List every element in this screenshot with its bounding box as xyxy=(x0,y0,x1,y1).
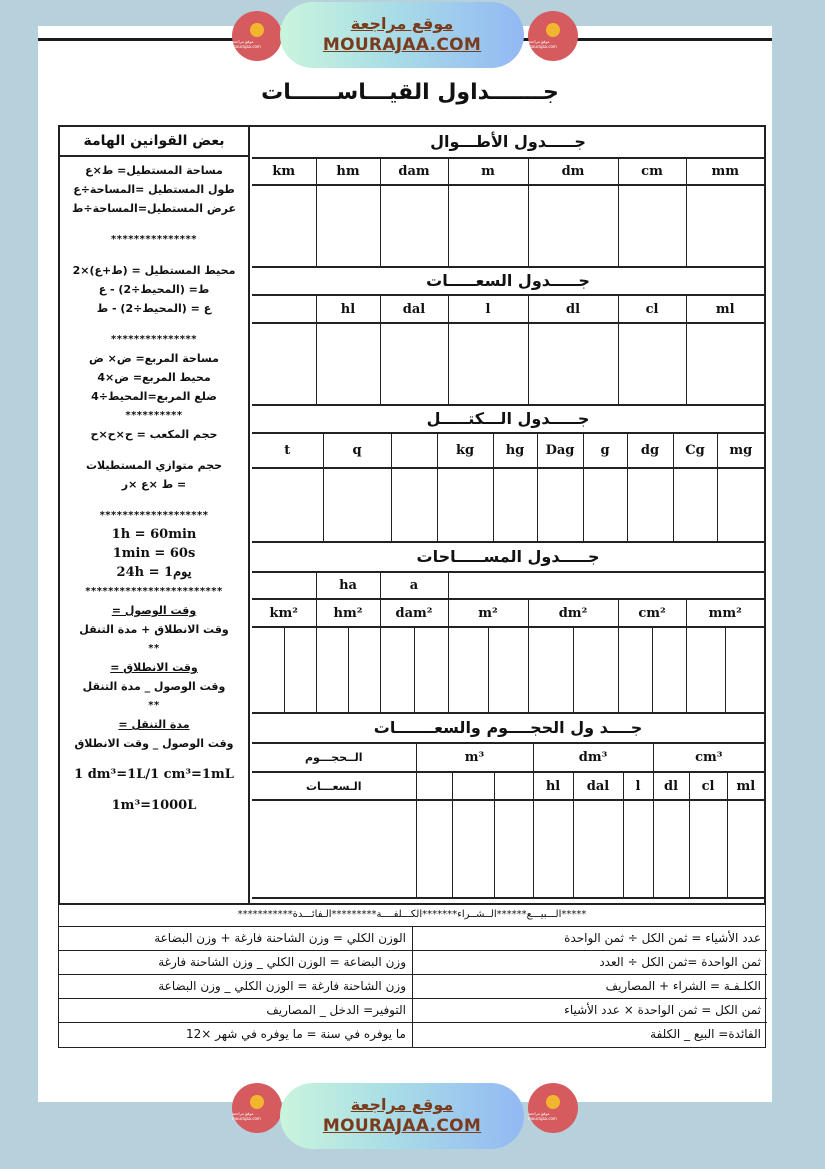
spacer xyxy=(60,218,248,230)
empty-cell[interactable] xyxy=(323,468,391,542)
unit-ml: ml xyxy=(727,772,764,800)
unit-cl: cl xyxy=(618,296,686,323)
badge-text: موقع مراجعة mourajaa.com xyxy=(232,39,261,49)
volumes-table-title: جــــد ول الحجــــوم والسعـــــــات xyxy=(252,714,764,744)
empty-cell[interactable] xyxy=(686,627,764,713)
unit-blank xyxy=(391,434,437,468)
star-divider: ************************ xyxy=(85,586,223,597)
law-line: طول المستطيل =المساحة÷ع xyxy=(73,183,235,196)
unit-dag: Dag xyxy=(537,434,583,468)
star-divider: ******************* xyxy=(99,510,209,521)
star-divider: ** xyxy=(148,643,160,654)
unit-mg: mg xyxy=(717,434,764,468)
unit-kg: kg xyxy=(437,434,493,468)
empty-cell[interactable] xyxy=(537,468,583,542)
empty-cell[interactable] xyxy=(717,468,764,542)
law-line: 1 dm³=1L/1 cm³=1mL xyxy=(74,767,234,782)
law-line: مساحة المستطيل= ط×ع xyxy=(85,164,223,177)
empty-cell[interactable] xyxy=(380,627,448,713)
empty-cell[interactable] xyxy=(528,185,618,267)
unit-dm: dm xyxy=(528,159,618,185)
star-divider: *************** xyxy=(111,334,197,345)
unit-cl: cl xyxy=(689,772,727,800)
unit-blank xyxy=(416,772,452,800)
law-line: محيط المستطيل = (ط+ع)×2 xyxy=(72,264,236,277)
unit-dal: dal xyxy=(573,772,623,800)
empty-cell[interactable] xyxy=(689,800,727,898)
empty-cell[interactable] xyxy=(448,323,528,405)
capacities-table xyxy=(252,296,764,406)
banner-arabic: موقع مراجعة xyxy=(350,14,454,33)
empty-cell[interactable] xyxy=(627,468,673,542)
unit-dam: dam xyxy=(380,159,448,185)
spacer xyxy=(60,753,248,765)
star-divider: ** xyxy=(148,700,160,711)
banner-latin: MOURAJAA.COM xyxy=(322,35,482,55)
empty-cell[interactable] xyxy=(437,468,493,542)
star-divider: *************** xyxy=(111,234,197,245)
empty-cell[interactable] xyxy=(452,800,494,898)
law-line: وقت الوصول = xyxy=(111,604,197,617)
empty-cell[interactable] xyxy=(686,323,764,405)
unit-cg: Cg xyxy=(673,434,717,468)
site-logo-badge-left[interactable] xyxy=(232,11,282,61)
laws-column xyxy=(60,127,250,903)
unit-g: g xyxy=(583,434,627,468)
commerce-formulas-table xyxy=(58,927,766,1048)
empty-cell[interactable] xyxy=(583,468,627,542)
areas-table-title: جـــــدول المســـــاحات xyxy=(252,543,764,573)
measurement-tables-frame xyxy=(58,125,766,905)
unit-m3: m³ xyxy=(416,744,533,772)
law-line: وقت الوصول _ وقت الانطلاق xyxy=(74,737,234,750)
book-coin-icon xyxy=(546,1095,560,1109)
law-line: 1h = 60min xyxy=(111,527,197,542)
unit-blank xyxy=(252,573,316,599)
empty-cell[interactable] xyxy=(316,323,380,405)
empty-cell[interactable] xyxy=(618,323,686,405)
badge-text: موقع مراجعة mourajaa.com xyxy=(528,39,557,49)
formula-right-2: الكلـفـة = الشراء + المصاريف xyxy=(413,975,767,999)
unit-q: q xyxy=(323,434,391,468)
unit-dl: dl xyxy=(653,772,689,800)
empty-cell[interactable] xyxy=(493,468,537,542)
unit-a: a xyxy=(380,573,448,599)
law-line: حجم المكعب = ح×ح×ح xyxy=(90,428,218,441)
unit-hm2: hm² xyxy=(316,599,380,627)
empty-cell[interactable] xyxy=(494,800,533,898)
unit-cm: cm xyxy=(618,159,686,185)
spacer xyxy=(60,494,248,506)
unit-cm2: cm² xyxy=(618,599,686,627)
badge-text: موقع مراجعة mourajaa.com xyxy=(528,1111,557,1121)
empty-cell[interactable] xyxy=(252,468,323,542)
formula-left-1: وزن البضاعة = الوزن الكلي _ وزن الشاحنة فارغة xyxy=(59,951,413,975)
capacities-label: الـسعـــات xyxy=(252,772,416,800)
empty-cell[interactable] xyxy=(316,185,380,267)
empty-cell[interactable] xyxy=(448,185,528,267)
law-line: ع = (المحيط÷2) - ط xyxy=(96,302,212,315)
unit-l: l xyxy=(448,296,528,323)
site-logo-badge-right[interactable] xyxy=(528,11,578,61)
star-divider: ********** xyxy=(125,410,183,421)
spacer xyxy=(60,249,248,261)
unit-dm3: dm³ xyxy=(533,744,653,772)
unit-km2: km² xyxy=(252,599,316,627)
empty-cell[interactable] xyxy=(573,800,623,898)
lengths-table-title: جـــــدول الأطـــوال xyxy=(252,127,764,159)
unit-hg: hg xyxy=(493,434,537,468)
empty-cell[interactable] xyxy=(686,185,764,267)
laws-list xyxy=(60,157,248,815)
formula-left-4: ما يوفره في سنة = ما يوفره في شهر ×12 xyxy=(59,1023,413,1047)
formula-right-4: الفائدة= البيع _ الكلفة xyxy=(650,1027,761,1041)
capacities-table-title: جـــــدول السعـــــات xyxy=(252,268,764,296)
site-logo-badge-left-bottom[interactable] xyxy=(232,1083,282,1133)
empty-cell[interactable] xyxy=(391,468,437,542)
law-line: محيط المربع= ض×4 xyxy=(97,371,211,384)
empty-cell[interactable] xyxy=(528,627,618,713)
law-line: عرض المستطيل=المساحة÷ط xyxy=(71,202,237,215)
empty-cell[interactable] xyxy=(252,323,316,405)
laws-header: بعض القوانين الهامة xyxy=(60,127,248,157)
empty-cell[interactable] xyxy=(316,627,380,713)
formula-right-3: ثمن الكل = ثمن الواحدة × عدد الأشياء xyxy=(413,999,767,1023)
book-coin-icon xyxy=(250,23,264,37)
areas-table xyxy=(252,573,764,714)
law-line: وقت الانطلاق = xyxy=(110,661,198,674)
empty-cell[interactable] xyxy=(673,468,717,542)
empty-cell[interactable] xyxy=(653,800,689,898)
unit-m: m xyxy=(448,159,528,185)
unit-dg: dg xyxy=(627,434,673,468)
unit-cm3: cm³ xyxy=(653,744,764,772)
commerce-terms-separator: *****الـــبيـــع******الــشــراء*******الكـــلفــــة*********الـفائـــدة*********** xyxy=(58,905,766,927)
unit-ml: ml xyxy=(686,296,764,323)
law-line: 1m³=1000L xyxy=(111,798,197,813)
badge-text: موقع مراجعة mourajaa.com xyxy=(232,1111,261,1121)
empty-cell[interactable] xyxy=(727,800,764,898)
formula-left-3: التوفير= الدخل _ المصاريف xyxy=(59,999,413,1023)
law-line: وقت الانطلاق + مدة التنقل xyxy=(79,623,229,636)
site-banner-bottom[interactable] xyxy=(280,1083,524,1149)
empty-cell[interactable] xyxy=(448,627,528,713)
unit-hl: hl xyxy=(533,772,573,800)
unit-mm: mm xyxy=(686,159,764,185)
tables-column xyxy=(252,127,764,899)
formula-right-0: عدد الأشياء = ثمن الكل ÷ ثمن الواحدة xyxy=(413,927,767,951)
site-banner-top[interactable] xyxy=(280,2,524,68)
law-line: وقت الوصول _ مدة التنقل xyxy=(82,680,226,693)
empty-cell[interactable] xyxy=(252,800,416,898)
masses-table xyxy=(252,434,764,543)
law-line: 1min = 60s xyxy=(112,546,196,561)
unit-blank xyxy=(494,772,533,800)
law-line: حجم متوازي المستطيلات xyxy=(85,459,223,472)
unit-km: km xyxy=(252,159,316,185)
banner-latin: MOURAJAA.COM xyxy=(322,1116,482,1136)
banner-arabic: موقع مراجعة xyxy=(350,1095,454,1114)
masses-table-title: جـــــدول الـــكتـــــل xyxy=(252,406,764,434)
empty-cell[interactable] xyxy=(623,800,653,898)
law-line: مساحة المربع= ض× ض xyxy=(88,352,219,365)
spacer xyxy=(60,784,248,796)
volumes-label: الــحجـــوم xyxy=(252,744,416,772)
law-line: مدة التنقل = xyxy=(118,718,190,731)
unit-hl: hl xyxy=(316,296,380,323)
empty-cell[interactable] xyxy=(618,627,686,713)
book-coin-icon xyxy=(250,1095,264,1109)
spacer xyxy=(60,318,248,330)
lengths-table xyxy=(252,159,764,268)
unit-mm2: mm² xyxy=(686,599,764,627)
unit-blank-span xyxy=(448,573,764,599)
formula-left-0: الوزن الكلي = وزن الشاحنة فارغة + وزن البضاعة xyxy=(59,927,413,951)
unit-dam2: dam² xyxy=(380,599,448,627)
site-logo-badge-right-bottom[interactable] xyxy=(528,1083,578,1133)
book-coin-icon xyxy=(546,23,560,37)
formula-left-2: وزن الشاحنة فارغة = الوزن الكلي _ وزن البضاعة xyxy=(59,975,413,999)
law-line: ضلع المربع=المحيط÷4 xyxy=(91,390,217,403)
empty-cell[interactable] xyxy=(416,800,452,898)
unit-blank xyxy=(452,772,494,800)
volumes-table xyxy=(252,744,764,899)
unit-ha: ha xyxy=(316,573,380,599)
unit-dal: dal xyxy=(380,296,448,323)
empty-cell[interactable] xyxy=(528,323,618,405)
unit-l: l xyxy=(623,772,653,800)
spacer xyxy=(60,444,248,456)
empty-cell[interactable] xyxy=(252,185,316,267)
law-line: ط= (المحيط÷2) - ع xyxy=(98,283,210,296)
empty-cell[interactable] xyxy=(380,185,448,267)
empty-cell[interactable] xyxy=(380,323,448,405)
unit-m2: m² xyxy=(448,599,528,627)
law-line: = ط ×ع ×ر xyxy=(121,478,187,491)
law-line: 24h = 1يوم xyxy=(116,565,192,580)
unit-dm2: dm² xyxy=(528,599,618,627)
page-title: جـــــــداول القيـــاســــــات xyxy=(261,80,559,105)
unit-dl: dl xyxy=(528,296,618,323)
unit-hm: hm xyxy=(316,159,380,185)
empty-cell[interactable] xyxy=(618,185,686,267)
empty-cell[interactable] xyxy=(252,627,316,713)
formula-right-1: ثمن الواحدة =ثمن الكل ÷ العدد xyxy=(413,951,767,975)
empty-cell[interactable] xyxy=(533,800,573,898)
unit-blank xyxy=(252,296,316,323)
unit-t: t xyxy=(252,434,323,468)
